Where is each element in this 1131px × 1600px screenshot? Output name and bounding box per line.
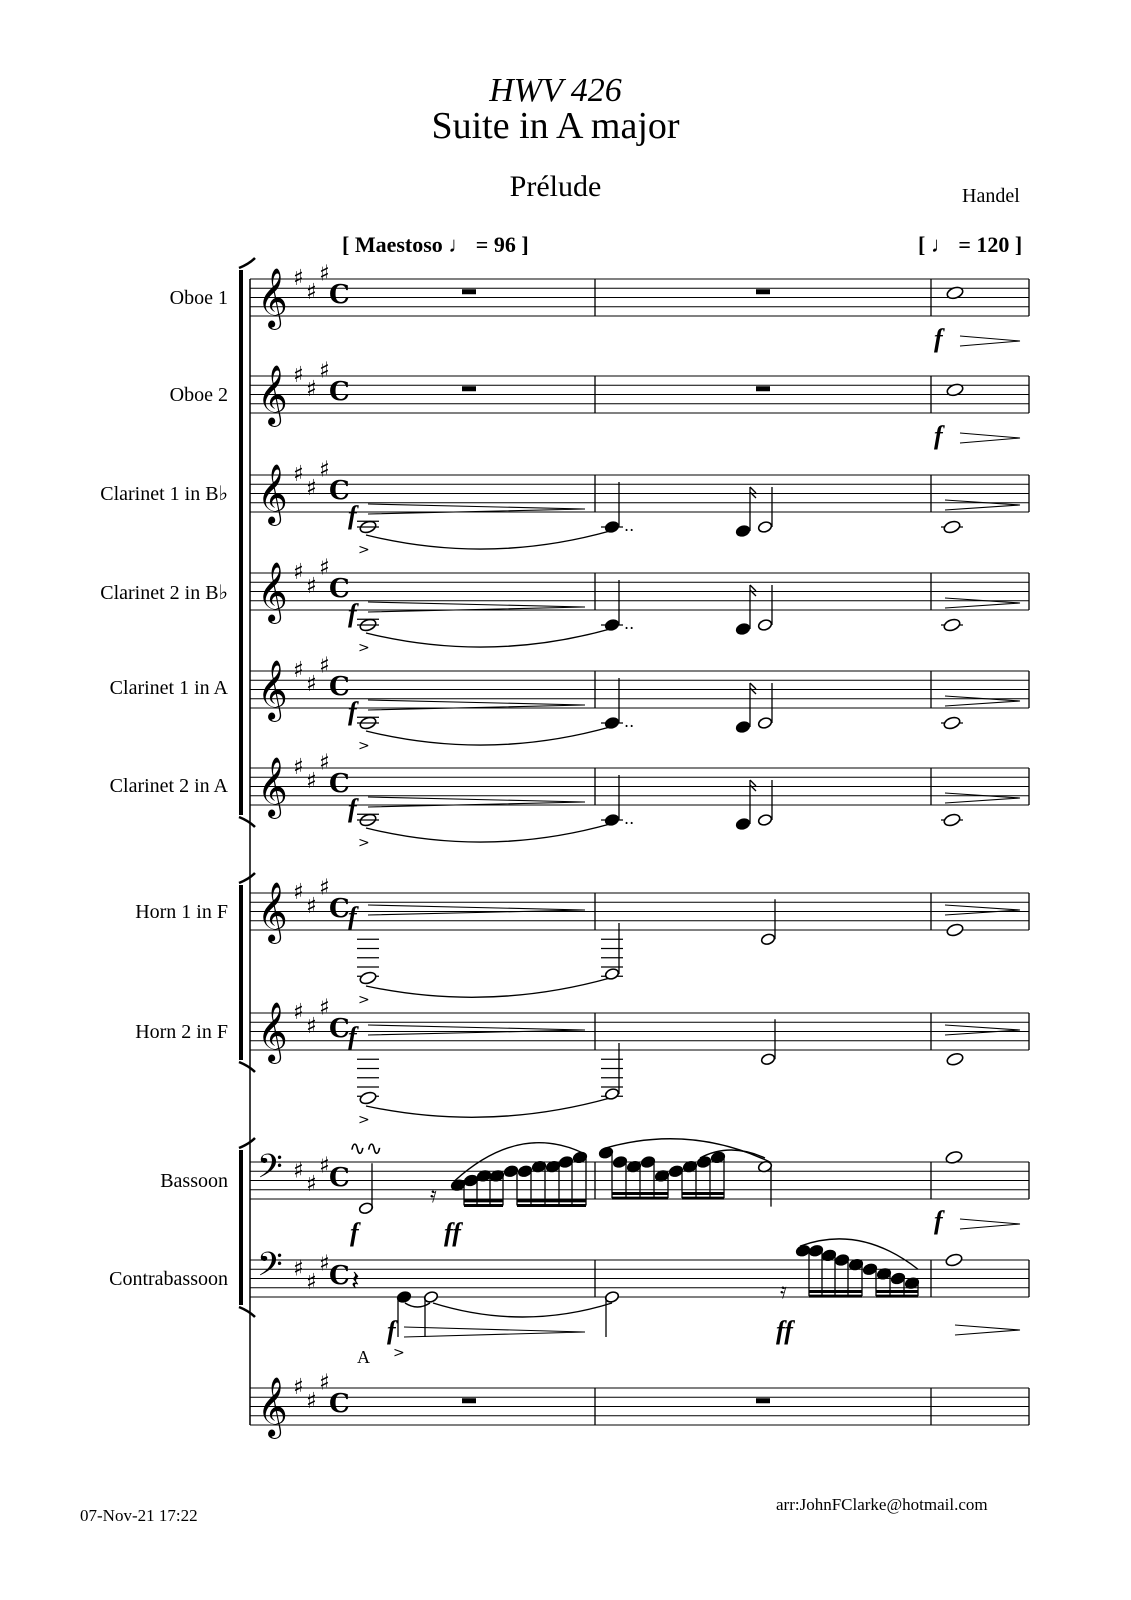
whole-rest-icon [756, 289, 770, 294]
diminuendo-hairpin [945, 598, 1020, 608]
sharp-icon: ♯ [319, 1370, 330, 1396]
whole-rest-icon [462, 289, 476, 294]
forte-marking: f [387, 1316, 396, 1345]
forte-marking: f [348, 794, 357, 823]
sharp-icon: ♯ [306, 475, 317, 501]
half-note [760, 1053, 775, 1066]
sharp-icon: ♯ [319, 555, 330, 581]
sharp-icon: ♯ [306, 1388, 317, 1414]
treble-clef-icon: 𝄞 [257, 1377, 288, 1437]
slur [433, 1303, 612, 1317]
bass-clef-icon: 𝄢 [257, 1246, 283, 1292]
slur [366, 824, 610, 842]
half-note [757, 813, 772, 826]
sharp-icon: ♯ [319, 750, 330, 776]
common-time-icon: C [329, 574, 350, 605]
treble-clef-icon: 𝄞 [257, 464, 288, 524]
whole-rest-icon [756, 386, 770, 391]
diminuendo-hairpin [368, 1025, 585, 1035]
diminuendo-hairpin [404, 1327, 585, 1337]
common-time-icon: C [329, 769, 350, 800]
sharp-icon: ♯ [293, 1000, 304, 1025]
treble-clef-icon: 𝄞 [257, 365, 288, 425]
common-time-icon: C [329, 1014, 350, 1045]
tempo-marking-maestoso: [ Maestoso ♩ = 96 ] [342, 232, 529, 257]
forte-marking: f [348, 1022, 357, 1051]
forte-marking: f [934, 421, 943, 450]
sharp-icon: ♯ [293, 560, 304, 585]
forte-marking: f [350, 1218, 359, 1247]
bracket-hook [239, 1138, 255, 1148]
slur [366, 629, 610, 647]
bracket-hook [239, 258, 255, 268]
whole-note [946, 1052, 964, 1067]
accent-mark: > [358, 640, 370, 656]
sharp-icon: ♯ [319, 358, 330, 384]
tempo-marking-120: [ ♩ = 120 ] [918, 232, 1023, 257]
sharp-icon: ♯ [293, 755, 304, 780]
diminuendo-hairpin [960, 433, 1020, 443]
whole-note [946, 285, 964, 300]
sixteenth-note [735, 622, 750, 635]
diminuendo-hairpin [945, 905, 1020, 915]
slur [700, 1150, 765, 1158]
trill-mordent-icon: ∿∿ [349, 1136, 383, 1160]
sharp-icon: ♯ [293, 266, 304, 291]
sharp-icon: ♯ [306, 1172, 317, 1198]
sixteenth-note [735, 817, 750, 830]
treble-clef-icon: 𝄞 [257, 268, 288, 328]
sixteenth-rest-icon: 𝄿 [430, 1183, 437, 1208]
diminuendo-hairpin [955, 1325, 1020, 1335]
fortissimo-marking: ff [444, 1218, 461, 1247]
common-time-icon: C [329, 476, 350, 507]
whole-note [943, 520, 961, 535]
whole-rest-icon [756, 1398, 770, 1403]
common-time-icon: C [329, 672, 350, 703]
forte-marking: f [348, 902, 357, 931]
footer-date: 07-Nov-21 17:22 [80, 1506, 198, 1525]
half-note [760, 933, 775, 946]
forte-marking: f [934, 324, 943, 353]
instrument-name-clarinet-1-a: Clarinet 1 in A [109, 677, 228, 699]
diminuendo-hairpin [945, 500, 1020, 510]
rehearsal-mark: A [357, 1347, 370, 1367]
whole-note [943, 716, 961, 731]
sharp-icon: ♯ [306, 1013, 317, 1039]
slur [366, 1098, 610, 1117]
instrument-name-contrabassoon: Contrabassoon [109, 1268, 228, 1290]
bracket-hook [239, 1062, 255, 1072]
composer: Handel [962, 185, 1020, 207]
sharp-icon: ♯ [293, 1375, 304, 1400]
slur [405, 1303, 430, 1307]
bracket-hook [239, 873, 255, 883]
piece-title: Suite in A major [431, 105, 680, 147]
half-note [757, 618, 772, 631]
instrument-name-horn-1: Horn 1 in F [135, 901, 228, 923]
sharp-icon: ♯ [293, 462, 304, 487]
instrument-name-clarinet-1-bb: Clarinet 1 in B♭ [100, 483, 228, 505]
instrument-name-oboe-1: Oboe 1 [169, 287, 228, 309]
sharp-icon: ♯ [293, 880, 304, 905]
sharp-icon: ♯ [319, 1153, 330, 1179]
accent-mark: > [358, 1112, 370, 1128]
common-time-icon: C [329, 377, 350, 408]
accent-mark: > [358, 542, 370, 558]
sixteenth-note [735, 720, 750, 733]
fortissimo-marking: ff [776, 1316, 793, 1345]
slur [605, 1139, 770, 1162]
diminuendo-hairpin [945, 1025, 1020, 1035]
sixteenth-rest-icon: 𝄿 [780, 1279, 787, 1304]
sharp-icon: ♯ [293, 363, 304, 388]
catalog-number: HWV 426 [489, 72, 622, 109]
accent-mark: > [393, 1345, 405, 1361]
dots: .. [624, 712, 635, 731]
sharp-icon: ♯ [306, 671, 317, 697]
dots: .. [624, 809, 635, 828]
sharp-icon: ♯ [319, 875, 330, 901]
footer-arranger: arr:JohnFClarke@hotmail.com [776, 1495, 988, 1514]
whole-note [945, 1150, 963, 1165]
sharp-icon: ♯ [319, 1251, 330, 1277]
diminuendo-hairpin [960, 1219, 1020, 1229]
sharp-icon: ♯ [293, 1256, 304, 1282]
sharp-icon: ♯ [293, 1158, 304, 1184]
slur [366, 727, 610, 745]
whole-note [945, 1253, 963, 1268]
accent-mark: > [358, 835, 370, 851]
bracket-hook [239, 817, 255, 827]
forte-marking: f [348, 599, 357, 628]
whole-note [946, 923, 964, 938]
treble-clef-icon: 𝄞 [257, 757, 288, 817]
sharp-icon: ♯ [306, 1270, 317, 1296]
treble-clef-icon: 𝄞 [257, 1002, 288, 1062]
whole-note [943, 618, 961, 633]
instrument-name-bassoon: Bassoon [160, 1170, 228, 1192]
sharp-icon: ♯ [306, 279, 317, 305]
treble-clef-icon: 𝄞 [257, 882, 288, 942]
sharp-icon: ♯ [319, 457, 330, 483]
dots: .. [624, 614, 635, 633]
accent-mark: > [358, 992, 370, 1008]
instrument-name-horn-2: Horn 2 in F [135, 1021, 228, 1043]
sharp-icon: ♯ [293, 658, 304, 683]
common-time-icon: C [329, 1261, 350, 1292]
sharp-icon: ♯ [306, 573, 317, 599]
slur [366, 978, 610, 997]
sharp-icon: ♯ [306, 376, 317, 402]
sharp-icon: ♯ [319, 995, 330, 1021]
quarter-rest-icon: 𝄽 [351, 1264, 360, 1297]
whole-rest-icon [462, 1398, 476, 1403]
slur [366, 531, 610, 549]
diminuendo-hairpin [368, 905, 585, 915]
dots: .. [624, 516, 635, 535]
treble-clef-icon: 𝄞 [257, 562, 288, 622]
instrument-name-clarinet-2-a: Clarinet 2 in A [109, 775, 228, 797]
movement-title: Prélude [509, 170, 602, 203]
accent-mark: > [358, 738, 370, 754]
common-time-icon: C [329, 280, 350, 311]
sharp-icon: ♯ [319, 261, 330, 287]
whole-note [946, 382, 964, 397]
treble-clef-icon: 𝄞 [257, 660, 288, 720]
sharp-icon: ♯ [319, 653, 330, 679]
common-time-icon: C [329, 894, 350, 925]
sixteenth-note [735, 524, 750, 537]
bracket-hook [239, 1307, 255, 1317]
sharp-icon: ♯ [306, 768, 317, 794]
forte-marking: f [348, 501, 357, 530]
whole-rest-icon [462, 386, 476, 391]
forte-marking: f [348, 697, 357, 726]
instrument-name-clarinet-2-bb: Clarinet 2 in B♭ [100, 582, 228, 604]
common-time-icon: C [329, 1389, 350, 1420]
common-time-icon: C [329, 1163, 350, 1194]
whole-note [943, 813, 961, 828]
sharp-icon: ♯ [306, 893, 317, 919]
diminuendo-hairpin [960, 336, 1020, 346]
half-note [757, 520, 772, 533]
whole-note [359, 971, 377, 986]
diminuendo-hairpin [945, 793, 1020, 803]
bass-clef-icon: 𝄢 [257, 1148, 283, 1194]
whole-note [359, 1091, 377, 1106]
half-note [757, 716, 772, 729]
diminuendo-hairpin [945, 696, 1020, 706]
instrument-name-oboe-2: Oboe 2 [169, 384, 228, 406]
forte-marking: f [934, 1206, 943, 1235]
